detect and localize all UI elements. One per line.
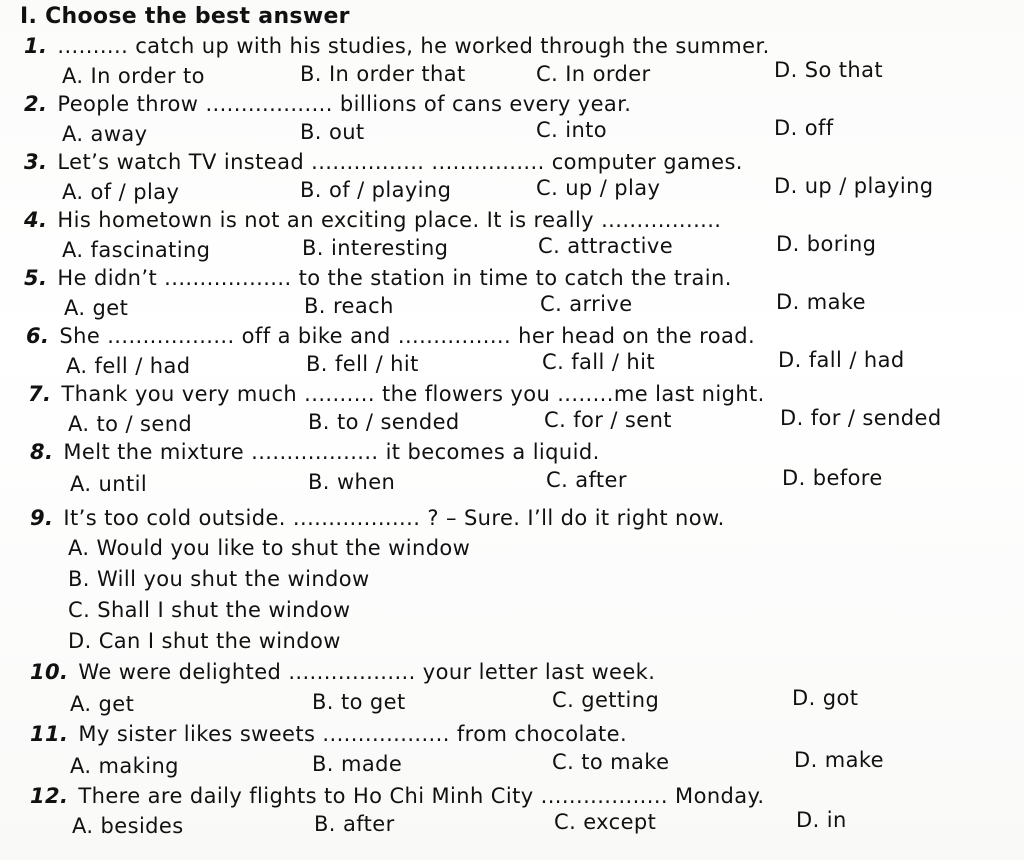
q9-option-c[interactable]: C. Shall I shut the window <box>68 598 351 622</box>
question-number: 1. <box>24 34 48 58</box>
q10-option-d[interactable]: D. got <box>792 686 859 710</box>
question-number: 5. <box>24 266 48 290</box>
q7-option-a[interactable]: A. to / send <box>68 412 193 436</box>
question-text: He didn’t .................. to the station in time to catch the train. <box>57 266 732 290</box>
q4-option-d[interactable]: D. boring <box>776 232 877 256</box>
question-number: 11. <box>30 722 69 746</box>
q5-option-c[interactable]: C. arrive <box>540 292 633 316</box>
q8-option-b[interactable]: B. when <box>308 470 396 494</box>
question-9 <box>30 506 725 530</box>
question-10 <box>30 660 655 684</box>
question-12 <box>30 784 764 808</box>
q11-option-d[interactable]: D. make <box>794 748 884 772</box>
q2-option-c[interactable]: C. into <box>536 118 608 142</box>
q11-option-c[interactable]: C. to make <box>552 750 670 774</box>
q6-option-c[interactable]: C. fall / hit <box>542 350 655 374</box>
section-title: I. Choose the best answer <box>20 4 350 29</box>
q8-option-d[interactable]: D. before <box>782 466 883 490</box>
question-7 <box>28 382 765 406</box>
q11-option-a[interactable]: A. making <box>70 754 179 778</box>
q11-option-b[interactable]: B. made <box>312 752 403 776</box>
q6-option-d[interactable]: D. fall / had <box>778 348 905 372</box>
question-6 <box>26 324 755 348</box>
q1-option-b[interactable]: B. In order that <box>300 62 466 86</box>
q4-option-a[interactable]: A. fascinating <box>62 238 211 262</box>
question-1 <box>24 34 770 58</box>
question-number: 10. <box>30 660 69 684</box>
question-2 <box>24 92 631 116</box>
question-8 <box>30 440 600 464</box>
q7-option-c[interactable]: C. for / sent <box>544 408 672 432</box>
q6-option-b[interactable]: B. fell / hit <box>306 352 419 376</box>
question-text: It’s too cold outside. .................. ? – Sure. I’ll do it right now. <box>63 506 725 530</box>
q9-option-a[interactable]: A. Would you like to shut the window <box>68 536 471 560</box>
q12-option-b[interactable]: B. after <box>314 812 395 836</box>
q9-option-b[interactable]: B. Will you shut the window <box>68 567 370 591</box>
q3-option-c[interactable]: C. up / play <box>536 176 661 200</box>
question-number: 2. <box>24 92 48 116</box>
question-text: His hometown is not an exciting place. It is really ................. <box>57 208 722 232</box>
q5-option-a[interactable]: A. get <box>64 296 129 320</box>
q10-option-a[interactable]: A. get <box>70 692 135 716</box>
q12-option-c[interactable]: C. except <box>554 810 657 834</box>
question-3 <box>24 150 743 174</box>
q7-option-b[interactable]: B. to / sended <box>308 410 460 434</box>
question-4 <box>24 208 721 232</box>
q8-option-a[interactable]: A. until <box>70 472 148 496</box>
q5-option-b[interactable]: B. reach <box>304 294 394 318</box>
q1-option-a[interactable]: A. In order to <box>62 64 205 88</box>
question-5 <box>24 266 732 290</box>
question-text: We were delighted .................. your letter last week. <box>78 660 656 684</box>
question-number: 7. <box>28 382 52 406</box>
q2-option-a[interactable]: A. away <box>62 122 148 146</box>
q4-option-b[interactable]: B. interesting <box>302 236 449 260</box>
question-number: 9. <box>30 506 54 530</box>
question-number: 12. <box>30 784 69 808</box>
q12-option-a[interactable]: A. besides <box>72 814 184 838</box>
question-text: Thank you very much .......... the flowers you ........me last night. <box>61 382 765 406</box>
q12-option-d[interactable]: D. in <box>796 808 847 832</box>
q2-option-b[interactable]: B. out <box>300 120 365 144</box>
q3-option-a[interactable]: A. of / play <box>62 180 180 204</box>
question-number: 6. <box>26 324 50 348</box>
q2-option-d[interactable]: D. off <box>774 116 834 140</box>
q1-option-d[interactable]: D. So that <box>774 58 884 82</box>
q3-option-d[interactable]: D. up / playing <box>774 174 934 198</box>
q3-option-b[interactable]: B. of / playing <box>300 178 452 202</box>
question-text: She .................. off a bike and ................ her head on the road. <box>59 324 756 348</box>
question-text: My sister likes sweets .................. from chocolate. <box>78 722 628 746</box>
question-number: 4. <box>24 208 48 232</box>
question-text: People throw .................. billions of cans every year. <box>57 92 632 116</box>
q5-option-d[interactable]: D. make <box>776 290 866 314</box>
question-number: 3. <box>24 150 48 174</box>
question-number: 8. <box>30 440 54 464</box>
q6-option-a[interactable]: A. fell / had <box>66 354 191 378</box>
question-text: There are daily flights to Ho Chi Minh City .................. Monday. <box>78 784 765 808</box>
q10-option-b[interactable]: B. to get <box>312 690 406 714</box>
q1-option-c[interactable]: C. In order <box>536 62 651 86</box>
question-text: .......... catch up with his studies, he worked through the summer. <box>57 34 770 58</box>
question-text: Melt the mixture .................. it becomes a liquid. <box>63 440 600 464</box>
q9-option-d[interactable]: D. Can I shut the window <box>68 629 341 653</box>
q7-option-d[interactable]: D. for / sended <box>780 406 942 430</box>
q8-option-c[interactable]: C. after <box>546 468 627 492</box>
question-11 <box>30 722 627 746</box>
q10-option-c[interactable]: C. getting <box>552 688 660 712</box>
question-text: Let’s watch TV instead ................ ................ computer games. <box>57 150 743 174</box>
q4-option-c[interactable]: C. attractive <box>538 234 674 258</box>
